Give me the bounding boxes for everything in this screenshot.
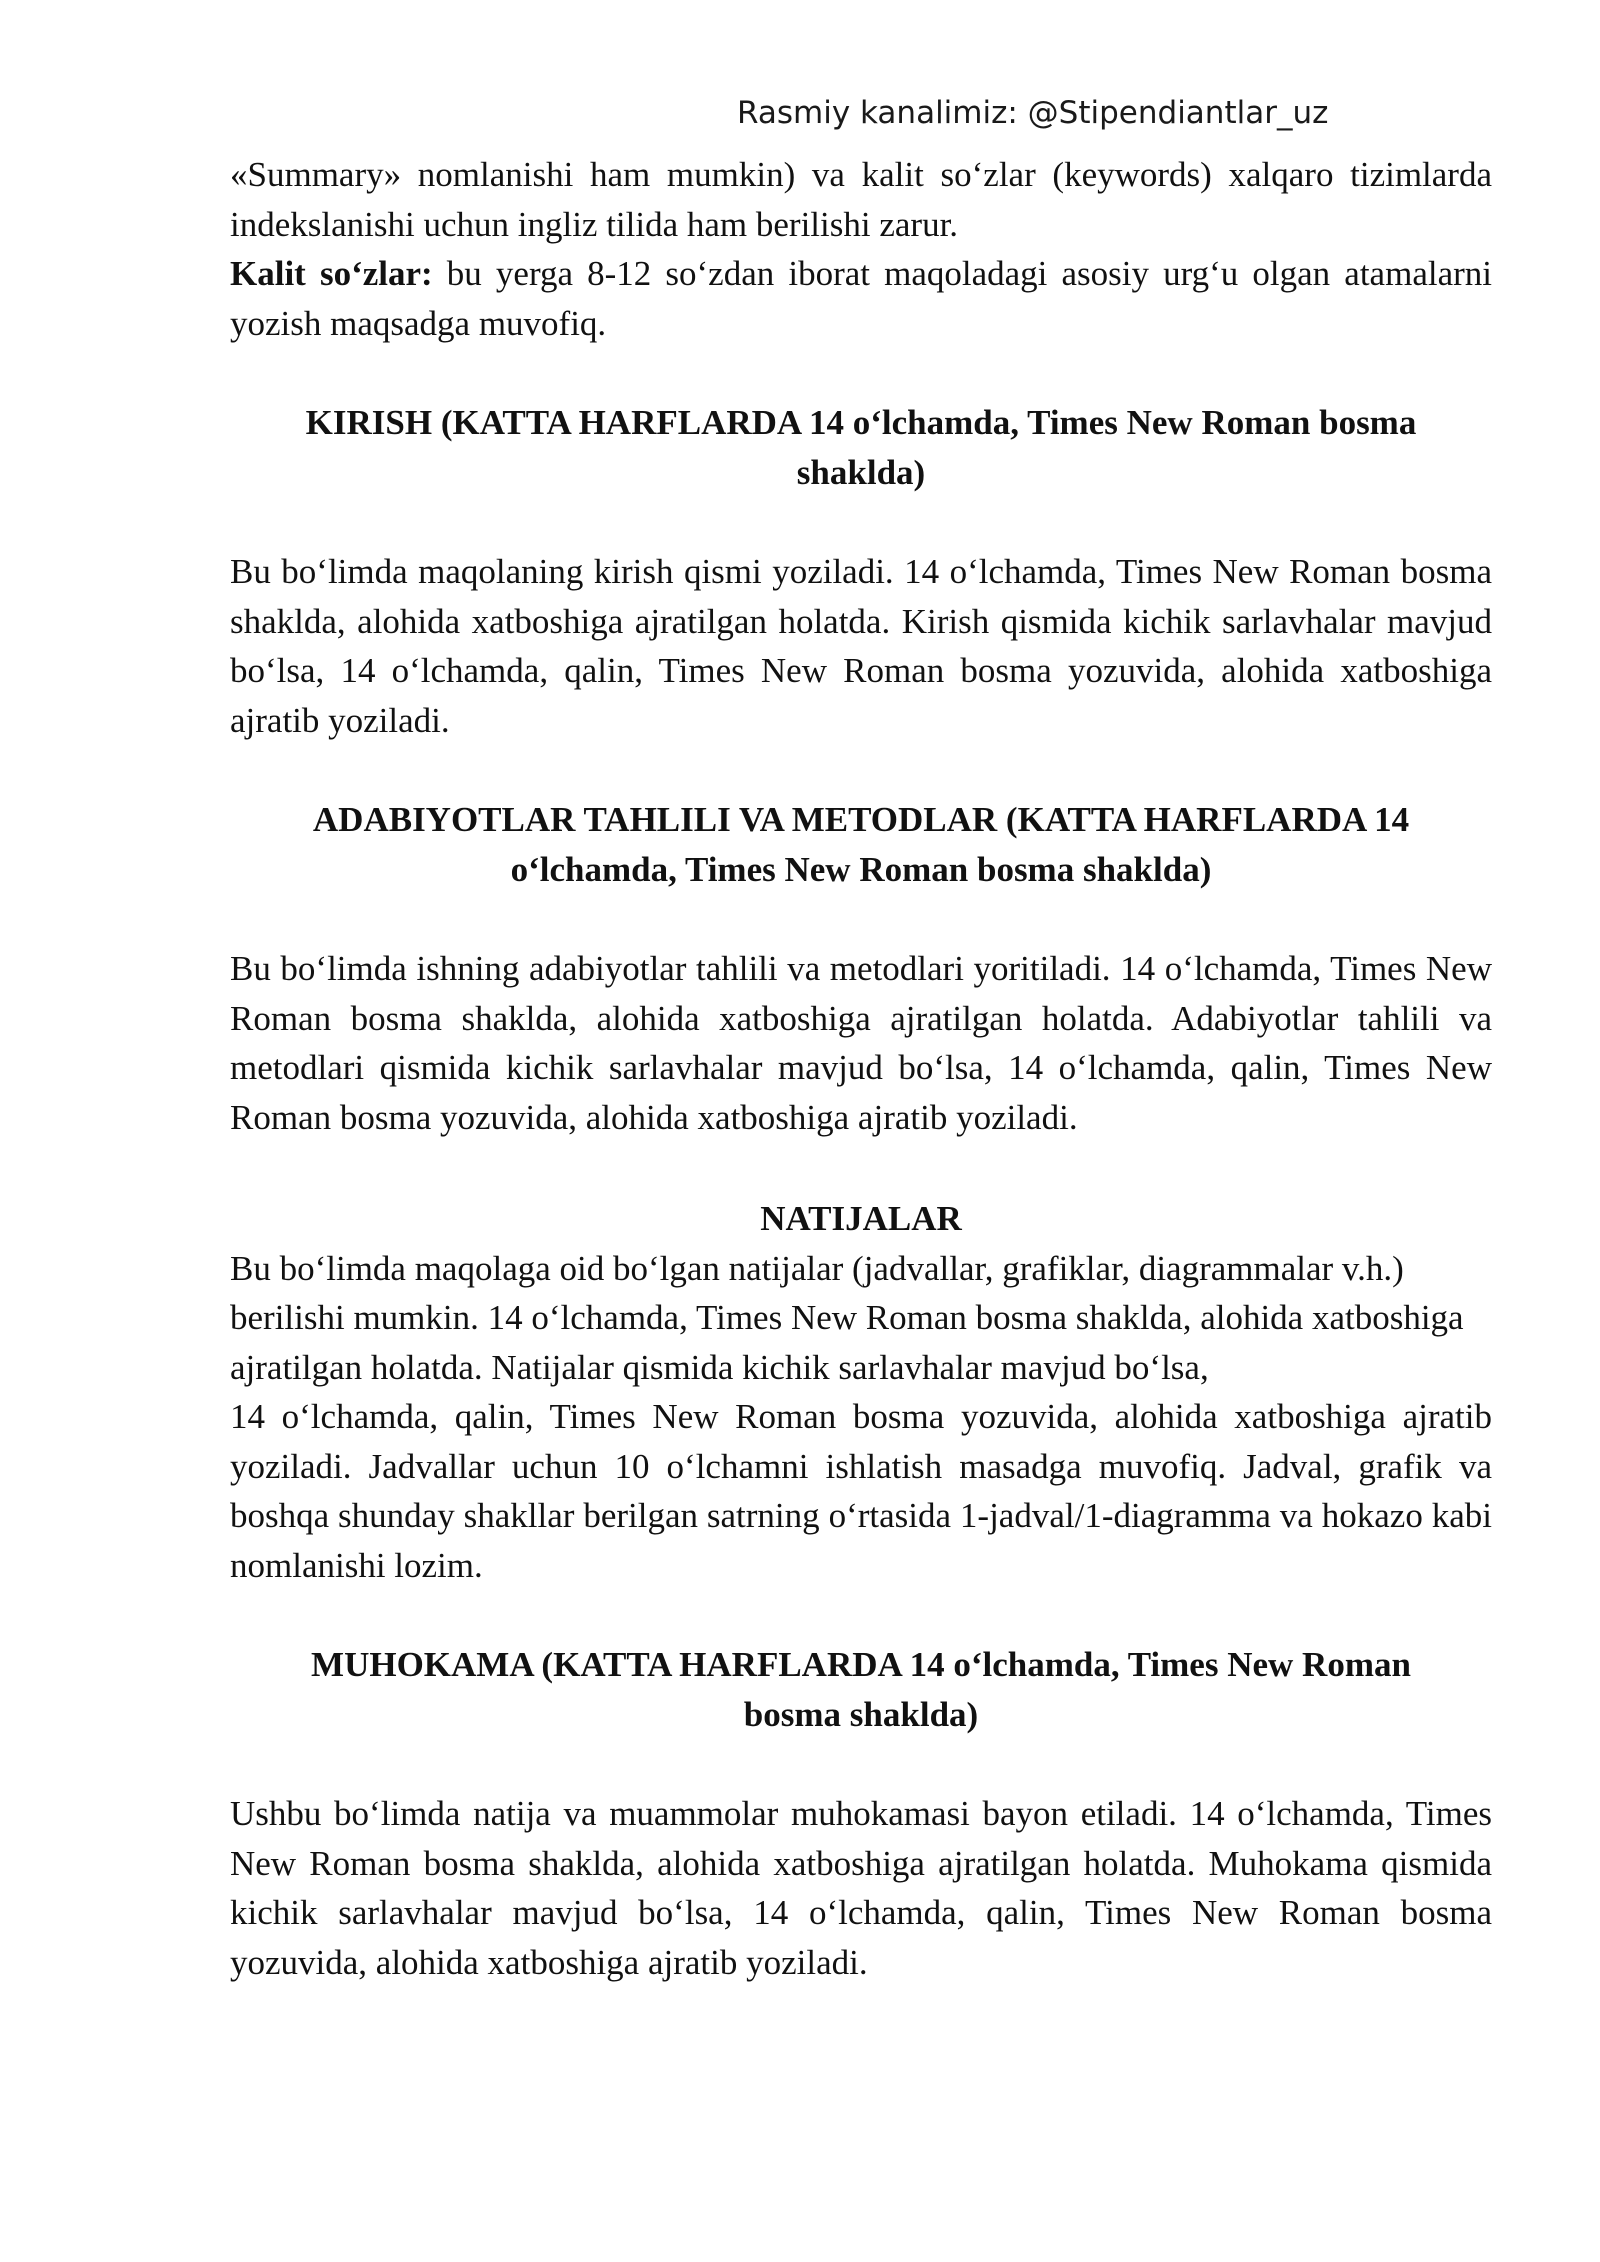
muhokama-heading-line1: MUHOKAMA (KATTA HARFLARDA 14 o‘lchamda, Times New Roman (311, 1645, 1411, 1684)
kirish-heading-line1: KIRISH (KATTA HARFLARDA 14 o‘lchamda, Times New Roman bosma (305, 403, 1417, 442)
kirish-heading-line2: shaklda) (796, 452, 926, 492)
adabiyotlar-heading (230, 795, 1492, 894)
natijalar-body-part1: Bu bo‘limda maqolaga oid bo‘lgan natijalar (jadvallar, grafiklar, diagrammalar v.h.) berilishi mumkin. 14 o‘lchamda, Times New Roman bosma shaklda, alohida xatboshiga ajratilgan holatda. Natijalar qismida kichik sarlavhalar mavjud bo‘lsa, (230, 1248, 1464, 1387)
keywords-label: Kalit so‘zlar: (230, 254, 433, 293)
channel-header: Rasmiy kanalimiz: @Stipendiantlar_uz (737, 95, 1329, 131)
muhokama-heading-line2: bosma shaklda) (743, 1694, 979, 1734)
summary-paragraph: «Summary» nomlanishi ham mumkin) va kalit so‘zlar (keywords) xalqaro tizimlarda indekslanishi uchun ingliz tilida ham berilishi zarur. (230, 155, 1492, 244)
keywords-paragraph (230, 249, 1492, 348)
natijalar-heading: NATIJALAR (760, 1199, 962, 1238)
keywords-text: bu yerga 8-12 so‘zdan iborat maqoladagi asosiy urg‘u olgan atamalarni yozish maqsadga muvofiq. (230, 254, 1492, 343)
adabiyotlar-heading-line2: o‘lchamda, Times New Roman bosma shaklda) (510, 849, 1212, 889)
kirish-heading (230, 398, 1492, 497)
muhokama-body: Ushbu bo‘limda natija va muammolar muhokamasi bayon etiladi. 14 o‘lchamda, Times New Roman bosma shaklda, alohida xatboshiga ajratilgan holatda. Muhokama qismida kichik sarlavhalar mavjud bo‘lsa, 14 o‘lchamda, qalin, Times New Roman bosma yozuvida, alohida xatboshiga ajratib yoziladi. (230, 1794, 1492, 1982)
natijalar-body-part2: 14 o‘lchamda, qalin, Times New Roman bosma yozuvida, alohida xatboshiga ajratib yoziladi. Jadvallar uchun 10 o‘lchamni ishlatish masadga muvofiq. Jadval, grafik va boshqa shunday shakllar berilgan satrning o‘rtasida 1-jadval/1-diagramma va hokazo kabi nomlanishi lozim. (230, 1397, 1492, 1585)
document-body (230, 150, 1492, 1987)
adabiyotlar-body: Bu bo‘limda ishning adabiyotlar tahlili va metodlari yoritiladi. 14 o‘lchamda, Times New Roman bosma shaklda, alohida xatboshiga ajratilgan holatda. Adabiyotlar tahlili va metodlari qismida kichik sarlavhalar mavjud bo‘lsa, 14 o‘lchamda, qalin, Times New Roman bosma yozuvida, alohida xatboshiga ajratib yoziladi. (230, 949, 1492, 1137)
muhokama-heading (230, 1640, 1492, 1739)
adabiyotlar-heading-line1: ADABIYOTLAR TAHLILI VA METODLAR (KATTA HARFLARDA 14 (312, 800, 1410, 839)
kirish-body: Bu bo‘limda maqolaning kirish qismi yoziladi. 14 o‘lchamda, Times New Roman bosma shaklda, alohida xatboshiga ajratilgan holatda. Kirish qismida kichik sarlavhalar mavjud bo‘lsa, 14 o‘lchamda, qalin, Times New Roman bosma yozuvida, alohida xatboshiga ajratib yoziladi. (230, 552, 1492, 740)
